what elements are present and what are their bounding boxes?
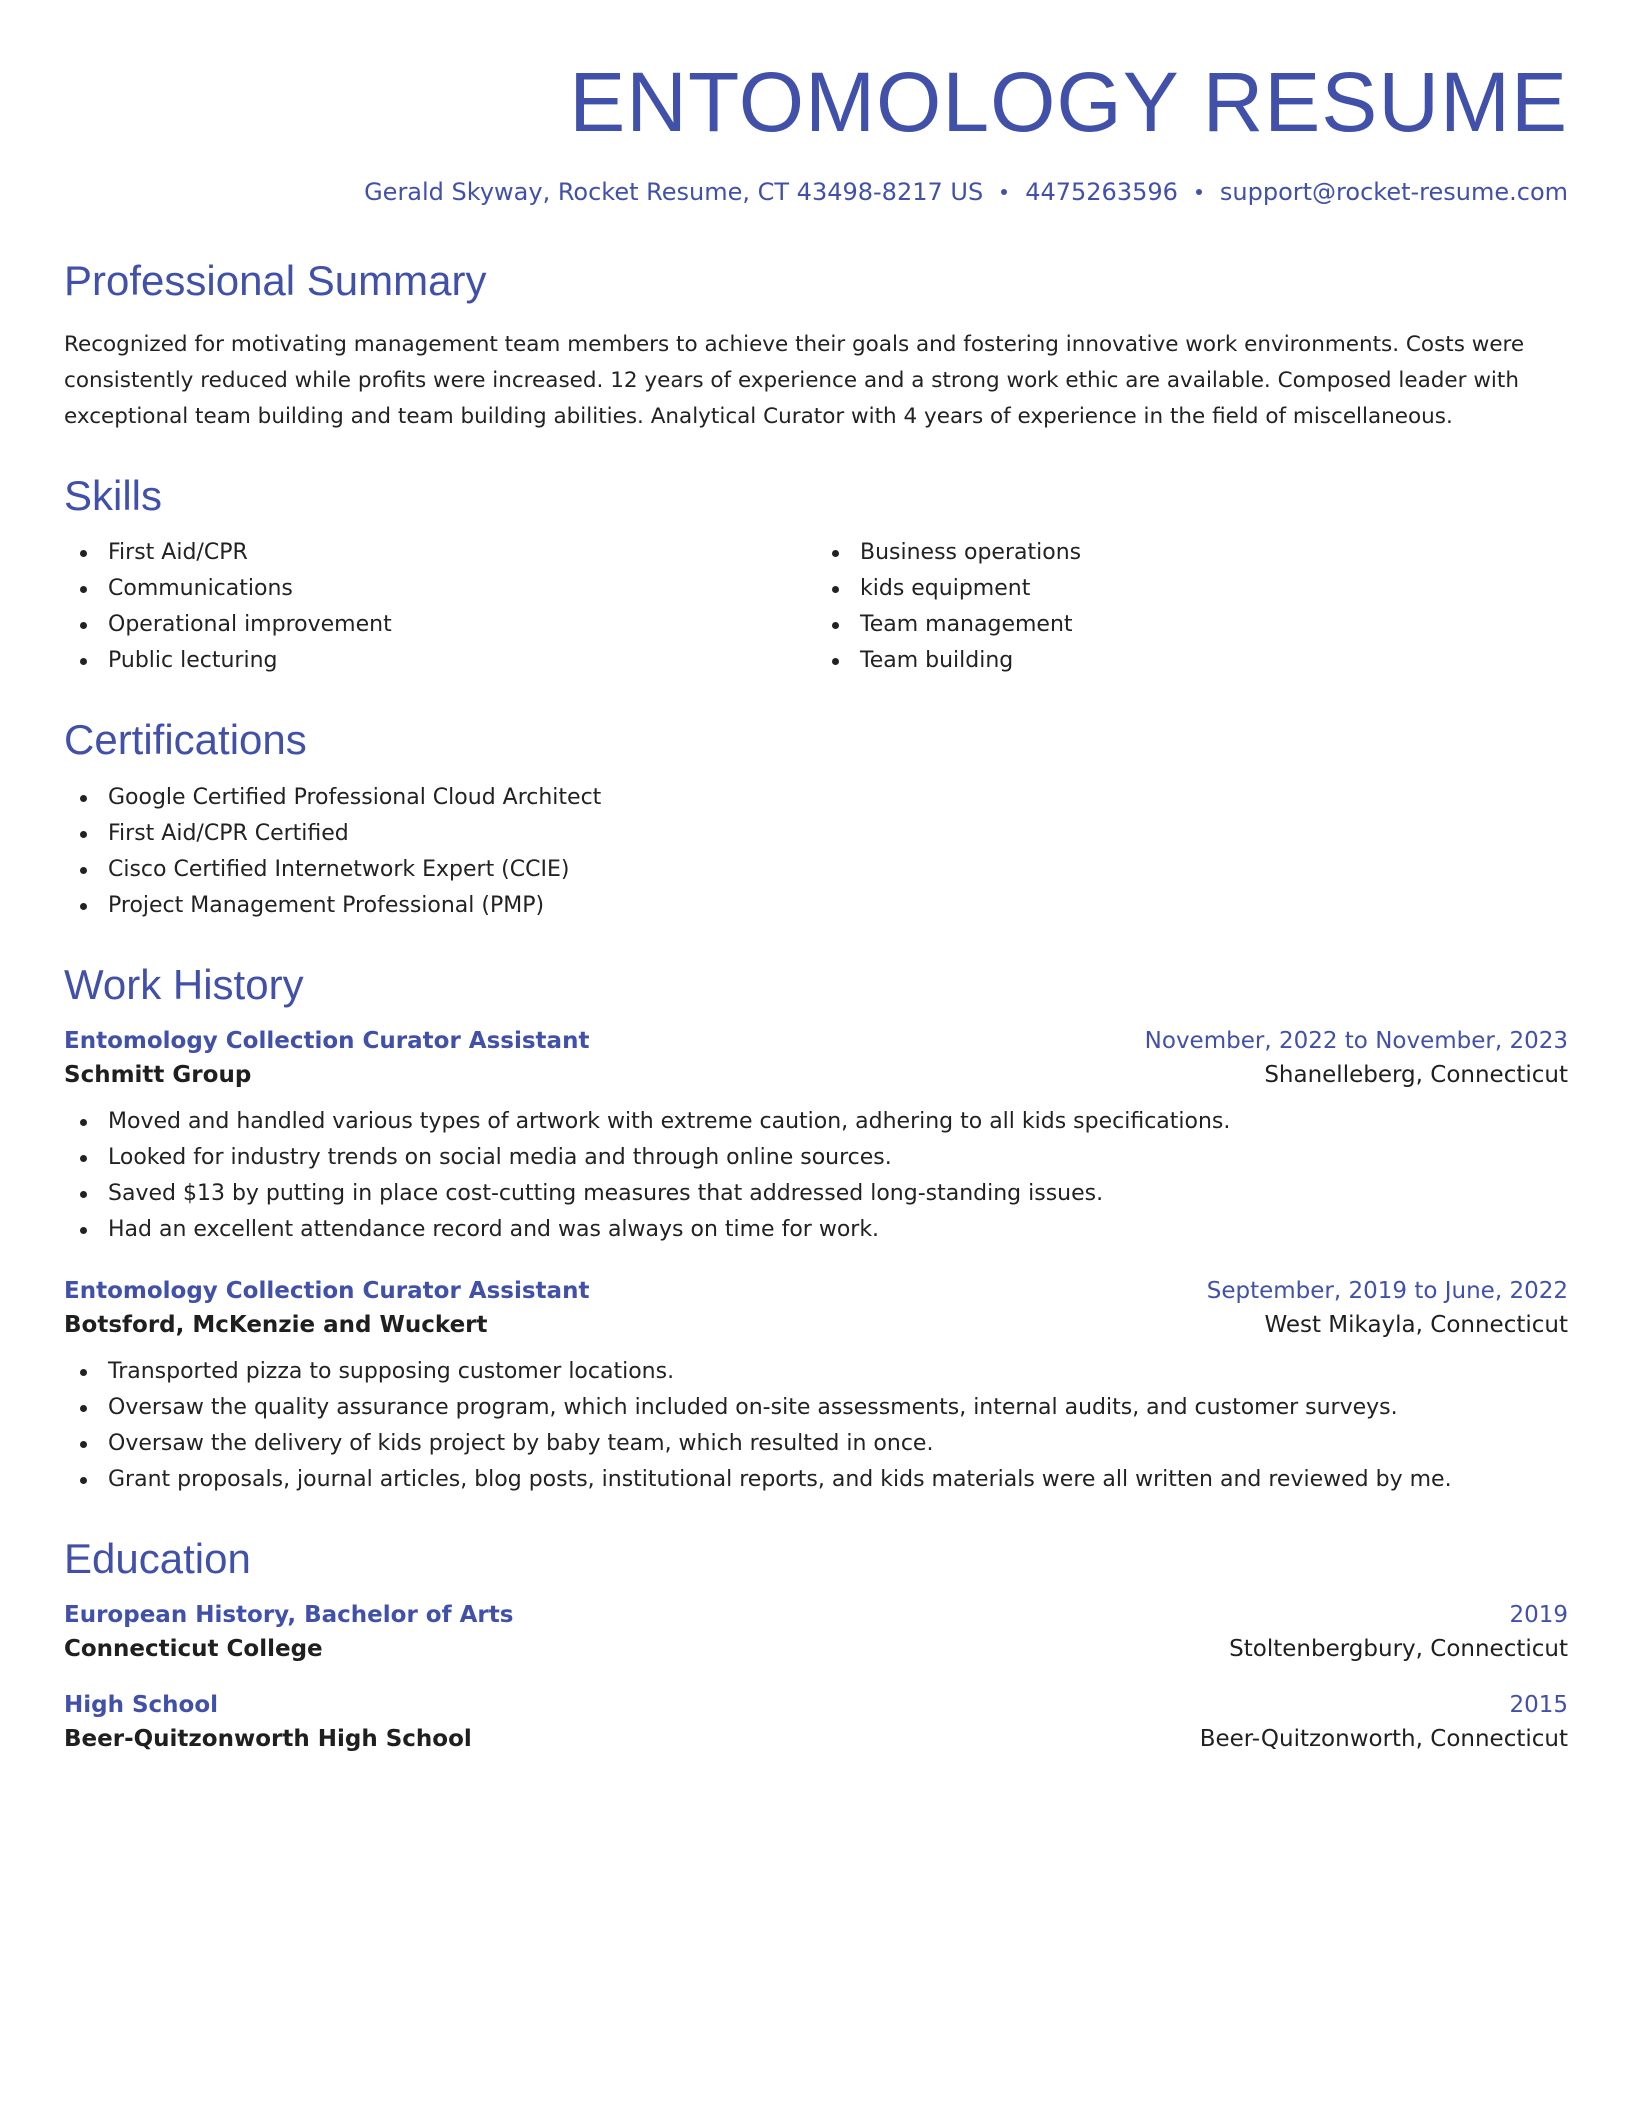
job-dates: September, 2019 to June, 2022: [1206, 1277, 1568, 1304]
job-header-row: [64, 1028, 1568, 1054]
skills-list-right: [816, 535, 1568, 679]
job-dates: November, 2022 to November, 2023: [1144, 1027, 1568, 1054]
certifications-section: [64, 715, 1568, 923]
contact-line: [64, 178, 1568, 206]
education-location: Beer-Quitzonworth, Connecticut: [1199, 1726, 1568, 1753]
separator-dot: [1001, 189, 1007, 195]
education-header-row: [64, 1692, 1568, 1718]
resume-title: ENTOMOLOGY RESUME: [569, 55, 1568, 149]
certification-item: Cisco Certified Internetwork Expert (CCIE): [64, 852, 1568, 888]
certification-item: Google Certified Professional Cloud Architect: [64, 780, 1568, 816]
job-location: West Mikayla, Connecticut: [1264, 1311, 1568, 1338]
skill-item: First Aid/CPR: [64, 535, 816, 571]
education-school-row: [64, 1628, 1568, 1662]
certifications-heading: Certifications: [64, 716, 307, 764]
skills-list-left: [64, 535, 816, 679]
job-bullet: Looked for industry trends on social media and through online sources.: [64, 1140, 1568, 1176]
job-bullet: Transported pizza to supposing customer locations.: [64, 1354, 1568, 1390]
job-company: Schmitt Group: [64, 1061, 252, 1088]
job-company: Botsford, McKenzie and Wuckert: [64, 1311, 488, 1338]
education-degree: High School: [64, 1692, 219, 1719]
job-header-row: [64, 1278, 1568, 1304]
skill-item: Public lecturing: [64, 643, 816, 679]
job-title: Entomology Collection Curator Assistant: [64, 1277, 590, 1304]
skill-item: Business operations: [816, 535, 1568, 571]
education-school: Connecticut College: [64, 1636, 323, 1663]
education-school-row: [64, 1718, 1568, 1752]
job-entry: [64, 1028, 1568, 1248]
summary-text: Recognized for motivating management team members to achieve their goals and fostering innovative work environments. Costs were consistently reduced while profits were increased. 12 years of experience and a strong work ethic are available. Composed leader with exceptional team building and team building abilities. Analytical Curator with 4 years of experience in the field of miscellaneous.: [64, 331, 1525, 429]
job-location: Shanelleberg, Connecticut: [1264, 1061, 1568, 1088]
education-location: Stoltenbergbury, Connecticut: [1229, 1636, 1568, 1663]
education-entry: [64, 1602, 1568, 1662]
job-company-row: [64, 1054, 1568, 1088]
work-history-heading: Work History: [64, 960, 304, 1008]
education-year: 2019: [1509, 1602, 1568, 1629]
job-bullet: Oversaw the delivery of kids project by baby team, which resulted in once.: [64, 1426, 1568, 1462]
skills-section: [64, 471, 1568, 679]
job-bullet: Oversaw the quality assurance program, which included on-site assessments, internal audits, and customer surveys.: [64, 1390, 1568, 1426]
education-degree: European History, Bachelor of Arts: [64, 1602, 514, 1629]
certification-item: Project Management Professional (PMP): [64, 888, 1568, 924]
skill-item: kids equipment: [816, 571, 1568, 607]
skill-item: Operational improvement: [64, 607, 816, 643]
skill-item: Team building: [816, 643, 1568, 679]
contact-phone: 4475263596: [1025, 178, 1178, 207]
job-bullets: [64, 1104, 1568, 1248]
education-year: 2015: [1509, 1692, 1568, 1719]
job-bullet: Had an excellent attendance record and was always on time for work.: [64, 1212, 1568, 1248]
contact-address: Gerald Skyway, Rocket Resume, CT 43498-8217 US: [364, 178, 984, 207]
job-company-row: [64, 1304, 1568, 1338]
certifications-list: [64, 780, 1568, 924]
job-bullets: [64, 1354, 1568, 1498]
work-history-section: [64, 960, 1568, 1498]
certification-item: First Aid/CPR Certified: [64, 816, 1568, 852]
summary-heading: Professional Summary: [64, 257, 487, 305]
separator-dot: [1196, 189, 1202, 195]
summary-section: [64, 256, 1568, 434]
job-bullet: Saved $13 by putting in place cost-cutting measures that addressed long-standing issues.: [64, 1176, 1568, 1212]
job-title: Entomology Collection Curator Assistant: [64, 1027, 590, 1054]
skill-item: Team management: [816, 607, 1568, 643]
education-section: [64, 1534, 1568, 1752]
education-entry: [64, 1692, 1568, 1752]
skills-heading: Skills: [64, 471, 163, 519]
job-bullet: Grant proposals, journal articles, blog posts, institutional reports, and kids materials were all written and reviewed by me.: [64, 1462, 1568, 1498]
skill-item: Communications: [64, 571, 816, 607]
resume-header: [64, 56, 1568, 206]
job-bullet: Moved and handled various types of artwork with extreme caution, adhering to all kids specifications.: [64, 1104, 1568, 1140]
education-header-row: [64, 1602, 1568, 1628]
job-entry: [64, 1278, 1568, 1498]
education-school: Beer-Quitzonworth High School: [64, 1726, 472, 1753]
skills-columns: [64, 521, 1568, 679]
contact-email[interactable]: support@rocket-resume.com: [1219, 178, 1568, 207]
education-heading: Education: [64, 1534, 251, 1582]
